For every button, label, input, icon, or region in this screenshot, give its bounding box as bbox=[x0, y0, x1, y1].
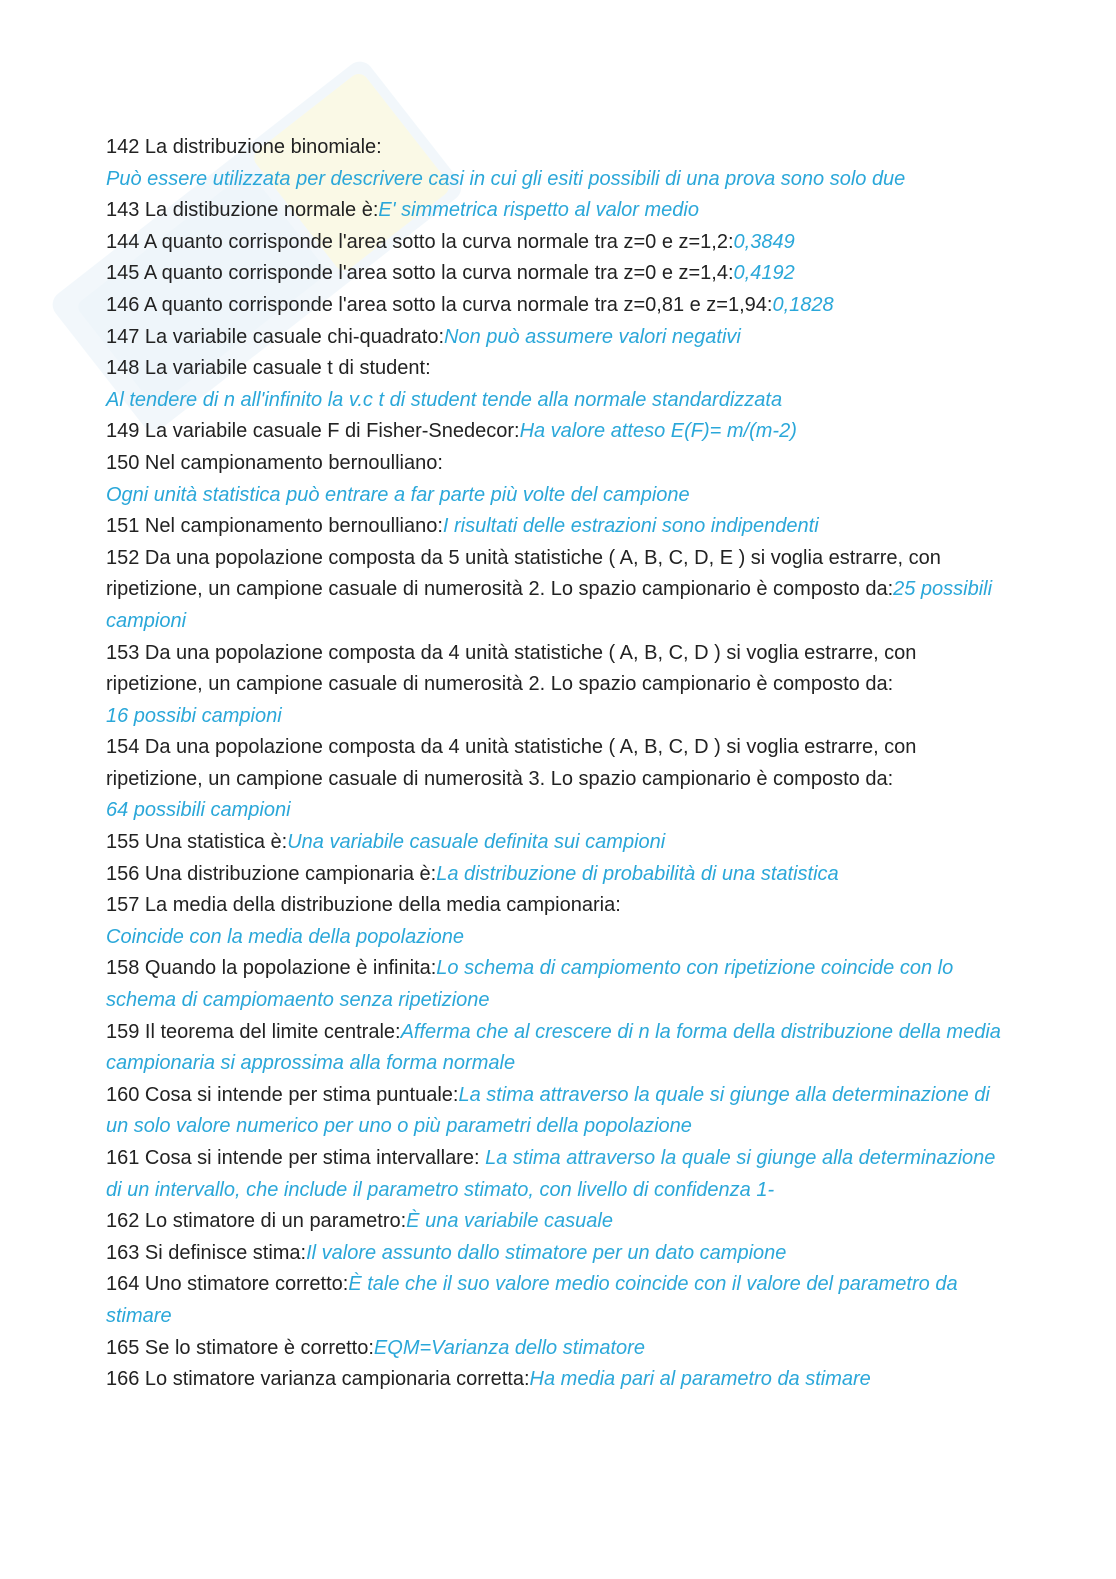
answer-text: Lo schema di campiomento con ripetizione coincide con lo schema di campiomaento senza ripetizione bbox=[106, 957, 954, 1012]
qa-item bbox=[106, 322, 1006, 354]
question-text: 155 Una statistica è: bbox=[106, 831, 288, 854]
answer-text: Ha valore atteso E(F)= m/(m-2) bbox=[519, 420, 797, 443]
answer-text: 0,1828 bbox=[772, 293, 834, 316]
qa-item bbox=[106, 1080, 1006, 1143]
question-text: 161 Cosa si intende per stima intervallare: bbox=[106, 1147, 486, 1169]
question-text: 149 La variabile casuale F di Fisher-Snedecor: bbox=[106, 420, 520, 443]
question-text: 162 Lo stimatore di un parametro: bbox=[106, 1210, 407, 1233]
qa-item bbox=[106, 890, 1006, 953]
answer-text: E' simmetrica rispetto al valor medio bbox=[378, 199, 699, 222]
qa-item bbox=[106, 1143, 1006, 1206]
answer-text: EQM=Varianza dello stimatore bbox=[373, 1336, 645, 1359]
answer-text: I risultati delle estrazioni sono indipendenti bbox=[442, 515, 819, 538]
qa-item bbox=[106, 1238, 1006, 1270]
question-text: 160 Cosa si intende per stima puntuale: bbox=[106, 1083, 459, 1106]
qa-item bbox=[106, 1017, 1006, 1080]
question-text: 163 Si definisce stima: bbox=[106, 1241, 307, 1264]
answer-text: 0,3849 bbox=[733, 230, 795, 253]
question-text: 166 Lo stimatore varianza campionaria corretta: bbox=[106, 1368, 530, 1391]
qa-item bbox=[106, 638, 1006, 733]
qa-list bbox=[106, 132, 1006, 1396]
answer-text: Coincide con la media della popolazione bbox=[106, 925, 465, 948]
question-text: 156 Una distribuzione campionaria è: bbox=[106, 862, 437, 885]
answer-text: 25 possibili campioni bbox=[106, 578, 993, 632]
answer-text: Afferma che al crescere di n la forma della distribuzione della media campionaria si approssima alla forma normale bbox=[106, 1020, 1001, 1075]
answer-text: La stima attraverso la quale si giunge alla determinazione di un solo valore numerico per uno o più parametri della popolazione bbox=[106, 1083, 990, 1138]
answer-text: La distribuzione di probabilità di una statistica bbox=[436, 862, 839, 885]
question-text: 152 Da una popolazione composta da 5 unità statistiche ( A, B, C, D, E ) si voglia estrarre, con ripetizione, un campione casuale di numerosità 2. Lo spazio campionario è composto da: bbox=[106, 546, 941, 601]
question-text: 148 La variabile casuale t di student: bbox=[106, 357, 431, 380]
answer-text: Non può assumere valori negativi bbox=[444, 325, 741, 348]
question-text: 153 Da una popolazione composta da 4 unità statistiche ( A, B, C, D ) si voglia estrarre, con ripetizione, un campione casuale di numerosità 2. Lo spazio campionario è composto da: bbox=[106, 641, 917, 696]
question-text: 151 Nel campionamento bernoulliano: bbox=[106, 515, 443, 538]
qa-item bbox=[106, 543, 1006, 638]
qa-item bbox=[106, 227, 1006, 259]
answer-text: È tale che il suo valore medio coincide con il valore del parametro da stimare bbox=[106, 1273, 958, 1327]
answer-text: 0,4192 bbox=[733, 262, 795, 285]
question-text: 144 A quanto corrisponde l'area sotto la curva normale tra z=0 e z=1,2: bbox=[106, 230, 734, 253]
answer-text: La stima attraverso la quale si giunge alla determinazione di un intervallo, che include il parametro stimato, con livello di confidenza 1- bbox=[106, 1147, 996, 1201]
qa-item bbox=[106, 732, 1006, 827]
qa-item bbox=[106, 859, 1006, 891]
qa-item bbox=[106, 258, 1006, 290]
question-text: 142 La distribuzione binomiale: bbox=[106, 136, 382, 158]
qa-item bbox=[106, 953, 1006, 1016]
answer-text: 64 possibili campioni bbox=[106, 799, 291, 822]
answer-text: 16 possibi campioni bbox=[106, 704, 282, 727]
qa-item bbox=[106, 1206, 1006, 1238]
qa-item bbox=[106, 290, 1006, 322]
qa-item bbox=[106, 416, 1006, 448]
question-text: 157 La media della distribuzione della media campionaria: bbox=[106, 894, 621, 917]
question-text: 154 Da una popolazione composta da 4 unità statistiche ( A, B, C, D ) si voglia estrarre, con ripetizione, un campione casuale di numerosità 3. Lo spazio campionario è composto da: bbox=[106, 736, 917, 790]
question-text: 158 Quando la popolazione è infinita: bbox=[106, 957, 437, 980]
answer-text: Al tendere di n all'infinito la v.c t di student tende alla normale standardizzata bbox=[106, 388, 783, 411]
answer-text: È una variabile casuale bbox=[406, 1210, 613, 1233]
question-text: 145 A quanto corrisponde l'area sotto la curva normale tra z=0 e z=1,4: bbox=[106, 262, 734, 285]
question-text: 146 A quanto corrisponde l'area sotto la curva normale tra z=0,81 e z=1,94: bbox=[106, 293, 773, 316]
qa-item bbox=[106, 827, 1006, 859]
answer-text: Il valore assunto dallo stimatore per un dato campione bbox=[306, 1241, 787, 1264]
question-text: 164 Uno stimatore corretto: bbox=[106, 1273, 349, 1296]
qa-item bbox=[106, 353, 1006, 416]
qa-item bbox=[106, 511, 1006, 543]
qa-item bbox=[106, 448, 1006, 511]
question-text: 165 Se lo stimatore è corretto: bbox=[106, 1336, 374, 1359]
question-text: 159 Il teorema del limite centrale: bbox=[106, 1020, 401, 1043]
answer-text: Ogni unità statistica può entrare a far parte più volte del campione bbox=[106, 483, 690, 506]
answer-text: Può essere utilizzata per descrivere casi in cui gli esiti possibili di una prova sono solo due bbox=[106, 167, 906, 190]
qa-item bbox=[106, 1333, 1006, 1365]
qa-item bbox=[106, 195, 1006, 227]
qa-item bbox=[106, 1364, 1006, 1396]
question-text: 147 La variabile casuale chi-quadrato: bbox=[106, 325, 444, 348]
question-text: 143 La distibuzione normale è: bbox=[106, 199, 379, 222]
answer-text: Ha media pari al parametro da stimare bbox=[529, 1368, 871, 1391]
qa-item bbox=[106, 1269, 1006, 1332]
qa-item bbox=[106, 132, 1006, 195]
answer-text: Una variabile casuale definita sui campioni bbox=[287, 831, 666, 854]
question-text: 150 Nel campionamento bernoulliano: bbox=[106, 451, 443, 474]
